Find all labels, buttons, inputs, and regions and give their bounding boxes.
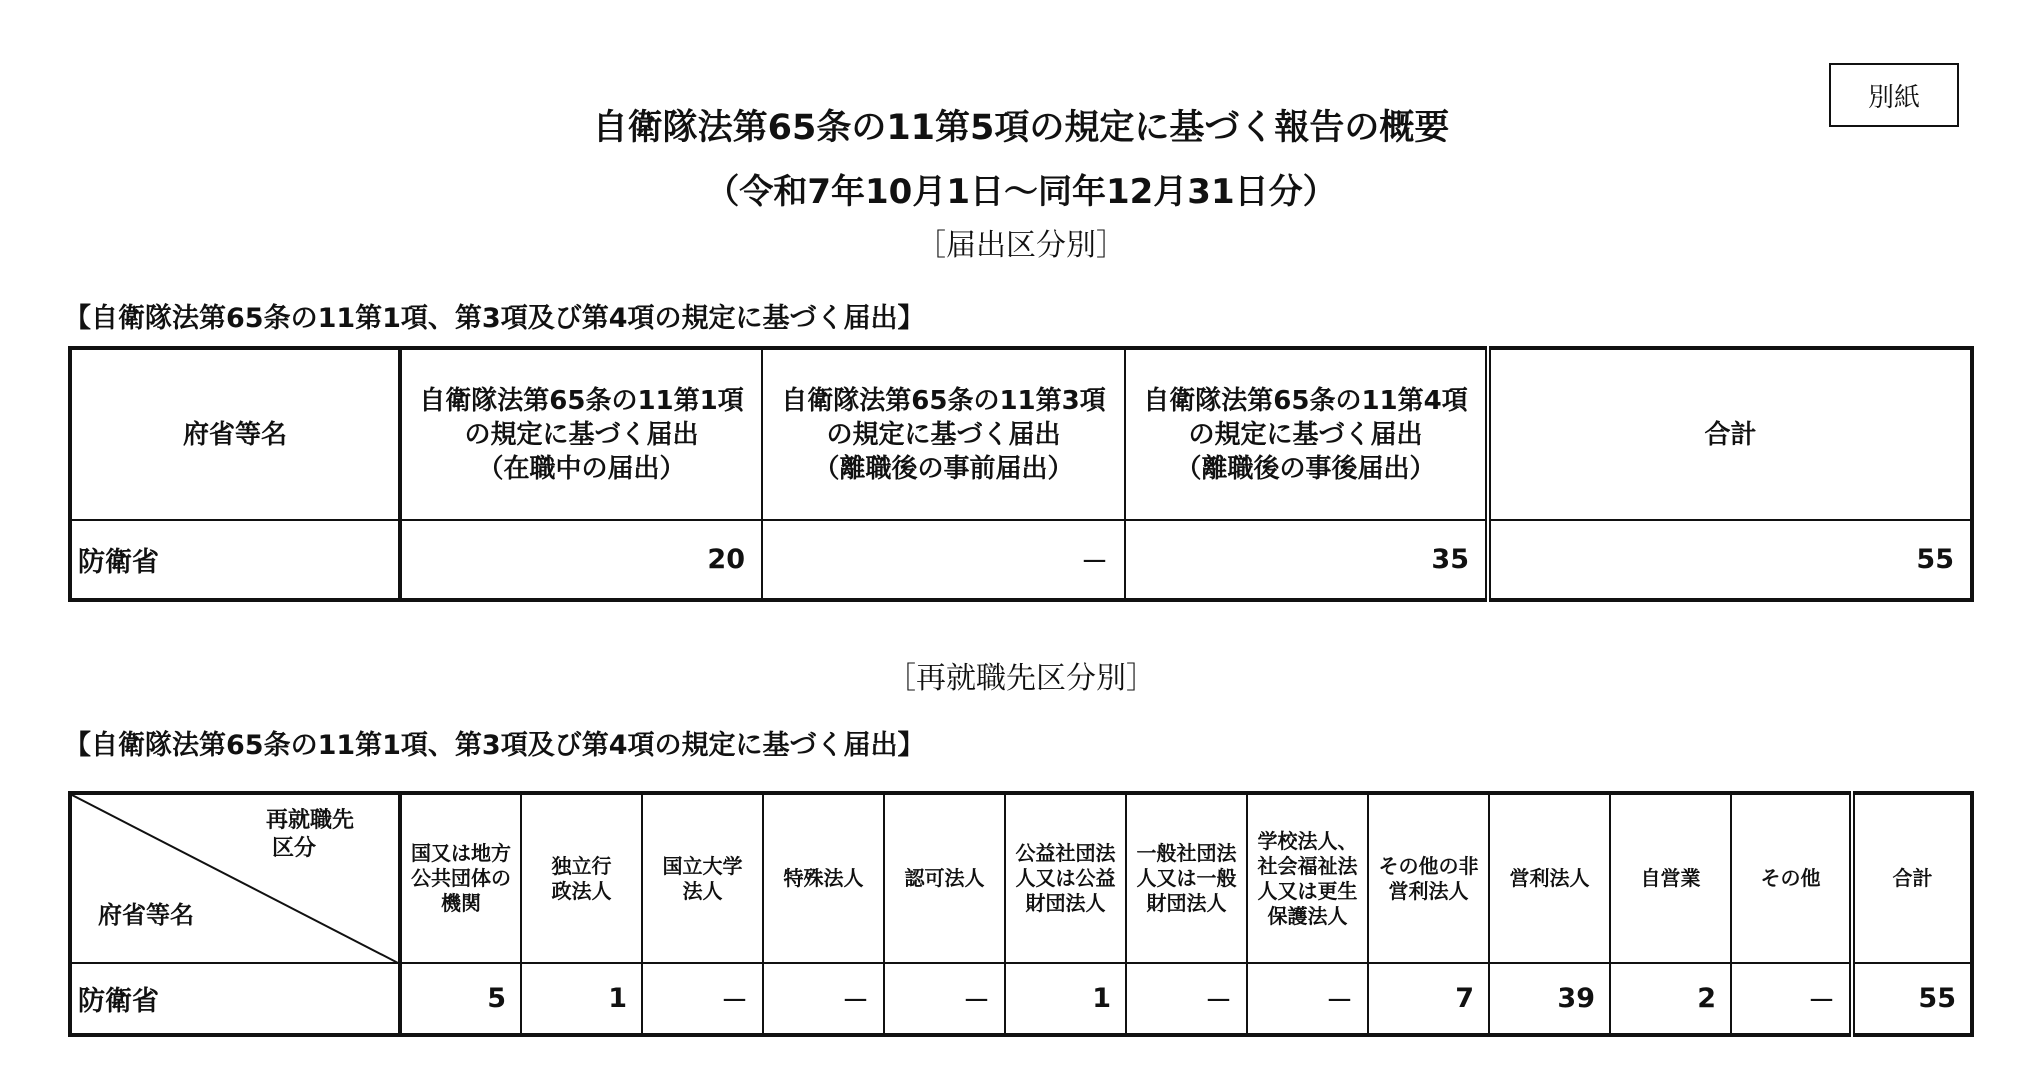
- header-other-nonprofit: その他の非 営利法人: [1368, 793, 1489, 963]
- reemployment-type-table: [68, 791, 1974, 1037]
- header-school-welfare-corp: 学校法人、 社会福祉法 人又は更生 保護法人: [1247, 793, 1368, 963]
- header-gov-agency: 国又は地方 公共団体の 機関: [400, 793, 521, 963]
- value-other: －: [1731, 963, 1852, 1035]
- table-row: [70, 520, 1972, 600]
- value-total: 55: [1852, 963, 1972, 1035]
- notification-section-label: 【自衛隊法第65条の11第1項、第3項及び第4項の規定に基づく届出】: [64, 303, 925, 334]
- reemployment-section-label: 【自衛隊法第65条の11第1項、第3項及び第4項の規定に基づく届出】: [64, 730, 925, 761]
- header-self-employed: 自営業: [1610, 793, 1731, 963]
- section-heading-reemployment-type: ［再就職先区分別］: [886, 661, 1156, 696]
- value-national-university: －: [642, 963, 763, 1035]
- header-general-incorporated: 一般社団法 人又は一般 財団法人: [1126, 793, 1247, 963]
- header-public-interest-corp: 公益社団法 人又は公益 財団法人: [1005, 793, 1126, 963]
- article-65-11-para1-header: 自衛隊法第65条の11第1項 の規定に基づく届出 （在職中の届出）: [400, 348, 762, 520]
- ministry-header: 府省等名: [70, 348, 400, 520]
- para3-count: －: [762, 520, 1125, 600]
- value-general-incorporated: －: [1126, 963, 1247, 1035]
- notification-type-table: [68, 346, 1974, 602]
- value-for-profit: 39: [1489, 963, 1610, 1035]
- value-school-welfare-corp: －: [1247, 963, 1368, 1035]
- section-heading-notification-type: ［届出区分別］: [916, 228, 1126, 263]
- value-authorized-corporation: －: [884, 963, 1005, 1035]
- header-special-corporation: 特殊法人: [763, 793, 884, 963]
- article-65-11-para3-header: 自衛隊法第65条の11第3項 の規定に基づく届出 （離職後の事前届出）: [762, 348, 1125, 520]
- header-authorized-corporation: 認可法人: [884, 793, 1005, 963]
- value-self-employed: 2: [1610, 963, 1731, 1035]
- value-other-nonprofit: 7: [1368, 963, 1489, 1035]
- header-other: その他: [1731, 793, 1852, 963]
- header-national-university: 国立大学 法人: [642, 793, 763, 963]
- reporting-period: （令和7年10月1日～同年12月31日分）: [705, 172, 1337, 212]
- value-public-interest-corp: 1: [1005, 963, 1126, 1035]
- value-gov-agency: 5: [400, 963, 521, 1035]
- ministry-name: 防衛省: [70, 963, 400, 1035]
- table-header-row: [70, 793, 1972, 963]
- total-header: 合計: [1488, 348, 1972, 520]
- article-65-11-para4-header: 自衛隊法第65条の11第4項 の規定に基づく届出 （離職後の事後届出）: [1125, 348, 1488, 520]
- para4-count: 35: [1125, 520, 1488, 600]
- table-row: [70, 963, 1972, 1035]
- value-special-corporation: －: [763, 963, 884, 1035]
- document-title: 自衛隊法第65条の11第5項の規定に基づく報告の概要: [592, 108, 1450, 148]
- ministry-name: 防衛省: [70, 520, 400, 600]
- corner-header: [70, 793, 400, 963]
- para1-count: 20: [400, 520, 762, 600]
- value-independent-admin: 1: [521, 963, 642, 1035]
- header-total: 合計: [1852, 793, 1972, 963]
- header-for-profit: 営利法人: [1489, 793, 1610, 963]
- header-independent-admin: 独立行 政法人: [521, 793, 642, 963]
- table-header-row: [70, 348, 1972, 520]
- reemployment-type-axis-label: 再就職先 区分: [265, 808, 354, 861]
- attachment-label: 別紙: [1829, 63, 1959, 127]
- ministry-axis-label: 府省等名: [98, 901, 194, 929]
- total-count: 55: [1488, 520, 1972, 600]
